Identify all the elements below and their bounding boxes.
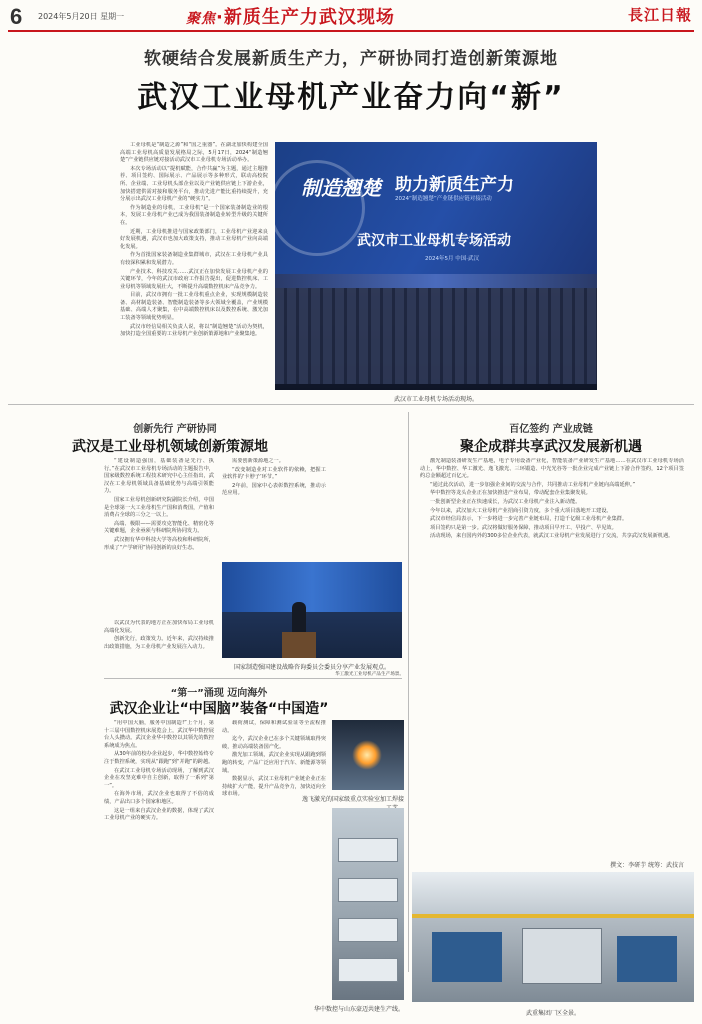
left-section-kicker: 创新先行 产研协同	[133, 424, 217, 435]
lead-paragraph: 近期，工业母机推进与国家政策部门，工业母机产业迎来良好发展机遇，武汉市也加大政策支持，推动工业母机产业向高端化发展。	[120, 228, 268, 250]
header-rule	[8, 30, 694, 32]
banner-title: 助力新质生产力	[395, 175, 514, 195]
article-paragraph: 创新先行，政策发力。近年来，武汉持续推出政策措施，为工业母机产业发展注入动力。	[104, 636, 214, 650]
article-paragraph: 以武汉为代表的地方正在加快布局工业母机高端化发展。	[104, 620, 214, 634]
page-number: 6	[10, 4, 23, 29]
lead-paragraph: 工业母机是“制造之源”和“国之重器”。在湖北加快构建全国高端工业母机高质量发展格局之际，5月17日，2024“制造翘楚”产业链供应链对接活动武汉市工业母机专场活动举办。	[120, 142, 268, 164]
divider	[8, 404, 694, 405]
article-paragraph: 一批创新型企业正在快速成长，为武汉工业母机产业注入新动能。	[430, 498, 581, 505]
middle-section-title: 武汉企业让“中国脑”装备“中国造”	[109, 701, 329, 717]
middle-section-kicker: “第一”涌现 迈向海外	[170, 688, 268, 699]
lead-paragraph: 本次专场活动以“提机赋能，合作共赢”为主题，通过主题推荐、项目签约、国际展示、产品展示等多种形式，联动高校院所、企业端、工业母机头部企业以及产业链供应链上下游企业，加快搭建供需对接和服务平台，推动先进产能比重持续提升，充分展示出武汉工业母机产业的“硬实力”。	[120, 165, 268, 203]
screen-backdrop	[222, 562, 402, 612]
banner-subtitle: 2024“制造翘楚”产业链供应链对接活动	[395, 196, 492, 202]
audience-rows	[275, 284, 597, 384]
podium	[282, 632, 316, 658]
crane-rail	[412, 914, 694, 918]
machine-tool	[432, 932, 502, 982]
lead-paragraph: 目前，武汉市拥有一批工业母机重点企业，实现规模制造装备、高材制造装备、智能制造装备等多大领域全覆盖，产业规模基础、高端人才聚集，在中高端数控机床以及数控系统、激光加工装备等领域优势明显。	[120, 292, 268, 322]
lead-paragraph: 产业技术、科技攻关……武汉正在加快发展工业母机产业的关键环节，今年的武汉市政府工作报告提出，促进数控机床、工业母机等领域发展壮大，不断提升高端数控机床产品竞争力。	[120, 268, 268, 290]
article-paragraph: 武汉拥有华中科技大学等高校和科研院所，形成了“产学研用”协同创新的良好生态。	[104, 536, 214, 551]
machine-block	[338, 878, 398, 902]
page-kicker: 软硬结合发展新质生产力，产研协同打造创新策源地	[144, 49, 558, 69]
laser-spark	[352, 740, 382, 770]
right-article	[420, 458, 684, 854]
robot-caption: 华工激光工业母机产品生产场景。	[335, 672, 404, 677]
article-paragraph: “改变制造业对工业软件的依赖，把握工业软件的‘卡脖子’环节。”	[222, 466, 326, 481]
middle-article-col2	[222, 720, 326, 1018]
article-paragraph: 需要创新策源地之一。	[232, 458, 284, 464]
column-divider	[408, 412, 409, 972]
event-photo-caption: 武汉市工业母机专场活动现场。	[393, 396, 478, 403]
article-paragraph: 活动现场，来自国内外的300多位企业代表，就武汉工业母机产业发展进行了交流，共享武汉发展新机遇。	[430, 533, 674, 540]
event-photo	[275, 142, 597, 390]
lead-paragraph: 武汉市经信局相关负责人说，将以“制造翘楚”活动为契机，加快打造全国重要的工业母机产业创新策源地和产业聚集地。	[120, 323, 268, 338]
article-paragraph: 迄今，武汉企业已在多个关键领域取得突破，推动高端装备国产化。	[222, 736, 326, 750]
article-paragraph: 武汉市经信局表示，下一步将进一步完善产业链布局，打造千亿级工业母机产业集群。	[430, 516, 628, 523]
article-paragraph: 2年前，国家中心表彰数控系统，推动示范应用。	[222, 482, 326, 497]
stage-light	[275, 274, 597, 288]
banner-date: 2024年5月 中国·武汉	[425, 256, 479, 262]
article-paragraph: 激光加工领域，武汉企业实现从跟跑到领跑的转变，产品广泛应用于汽车、新能源等领域。	[222, 752, 326, 774]
machine-tool	[617, 936, 677, 982]
ceremony-photo	[222, 562, 402, 658]
factory-caption: 武重集团厂区全景。	[525, 1010, 580, 1017]
lead-article	[120, 142, 268, 364]
article-paragraph: 这是一组来自武汉企业的数据，体现了武汉工业母机产业的硬实力。	[104, 807, 214, 822]
section-title: ·新质生产力武汉现场	[216, 7, 395, 28]
ceremony-caption: 国家制造强国建设战略咨询委员会委员分享产业发展观点。	[233, 664, 390, 671]
article-paragraph: “通过此次活动，进一步加强企业间的交流与合作，共同推动工业母机产业链向高端延伸。”	[430, 481, 636, 488]
factory-photo	[412, 872, 694, 1002]
article-paragraph: 在海外市场，武汉企业也取得了不俗的成绩，产品出口多个国家和地区。	[104, 791, 214, 805]
machine-tool	[522, 928, 602, 984]
article-paragraph: 今年以来，武汉加大工业母机产业招商引资力度，多个重大项目落地开工建设。	[430, 507, 612, 514]
article-paragraph: “建设制造强国，基础装备是先行、执行。”在武汉市工业母机专场活动的主题报告中，国家级数控系统工程技术研究中心主任指出，武汉在工业母机领域具备基础优势与高端引领能力。	[104, 458, 214, 495]
divider	[104, 678, 402, 679]
laser-photo	[332, 720, 404, 790]
article-paragraph: 从30年前的校办企业起步，华中数控始终专注于数控系统，实现从“跟跑”到“并跑”的跨越。	[104, 751, 214, 765]
left-article-col1-cont	[104, 620, 214, 674]
laser-caption: 逸飞激光的国家级重点实验室加工焊接	[301, 796, 404, 803]
banner-main: 武汉市工业母机专场活动	[357, 233, 511, 249]
article-paragraph: “用中国大脑，服务中国制造!”上个月，第十三届中国数控机床展览会上，武汉华中数控展台人头攒动。武汉企业华中数控以其领先的数控系统成为焦点。	[104, 720, 214, 749]
article-paragraph: 高端、极限——需要攻克智能化、精密化等关键难题，企业亟须与科研院所协同发力。	[104, 520, 214, 535]
newspaper-logo: 長江日報	[627, 6, 692, 24]
production-line-caption: 华中数控与山东豪迈共建生产线。	[313, 1006, 404, 1013]
section-call: 聚焦	[186, 11, 216, 27]
section-banner	[186, 3, 395, 29]
banner-brand: 制造翘楚	[301, 176, 381, 200]
left-section-title: 武汉是工业母机领域创新策源地	[72, 439, 268, 455]
machine-block	[338, 838, 398, 862]
machine-block	[338, 958, 398, 982]
byline: 撰文：李研芋 统筹：武技言	[610, 862, 684, 869]
factory-roof	[412, 872, 694, 914]
production-line-photo	[332, 808, 404, 1000]
lead-paragraph: 作为制造业的母机，工业母机“是一个国家装备制造业的根本，发展工业母机产业已成为我国装备制造业转型升级的关键所在。	[120, 204, 268, 226]
right-section-title: 聚企成群共享武汉发展新机遇	[460, 439, 642, 455]
article-paragraph: 激光制造装备研发生产基地，电子专用设备产业化，智能装备产业研发生产基地……在武汉市工业母机专场活动上，华中数控、华工激光、逸飞激光、三环锻造、中光光谷等一批企业完成产业链上下游合作签约，12个项目签约总金额超过百亿元。	[420, 458, 684, 480]
issue-date: 2024年5月20日 星期一	[38, 12, 125, 21]
article-paragraph: 国家工业母机创新研究院副院长介绍，中国是全球第一大工业母机生产国和消费国，产值和消费占全球的三分之一以上。	[104, 496, 214, 519]
article-paragraph: 在武汉工业母机专场活动现场，了解到武汉企业在攻坚克难中自主创新，取得了一系列“第一”。	[104, 767, 214, 789]
machine-block	[338, 918, 398, 942]
right-section-kicker: 百亿签约 产业成链	[509, 424, 593, 435]
article-paragraph: 载荷测试，保障和测试验证等全流程推动。	[222, 720, 326, 734]
lead-paragraph: 作为首批国家装备制造业集群城市，武汉在工业母机产业具有较深积累和发展潜力。	[120, 252, 268, 266]
audience-area	[275, 274, 597, 390]
page-headline: 武汉工业母机产业奋力向“新”	[137, 80, 565, 115]
middle-article-col1	[104, 720, 214, 1018]
left-article-col2	[222, 458, 326, 558]
article-paragraph: 数据显示，武汉工业母机产业链企业正在持续扩大产能，提升产品竞争力，加快迈向全球市场。	[222, 776, 326, 798]
left-article-col1	[104, 458, 214, 616]
article-paragraph: 华中数控等龙头企业正在加快推进产业布局，带动配套企业集聚发展。	[430, 490, 591, 497]
article-paragraph: 项目签约只是第一步。武汉将做好服务保障，推动项目早开工、早投产、早见效。	[430, 524, 617, 531]
